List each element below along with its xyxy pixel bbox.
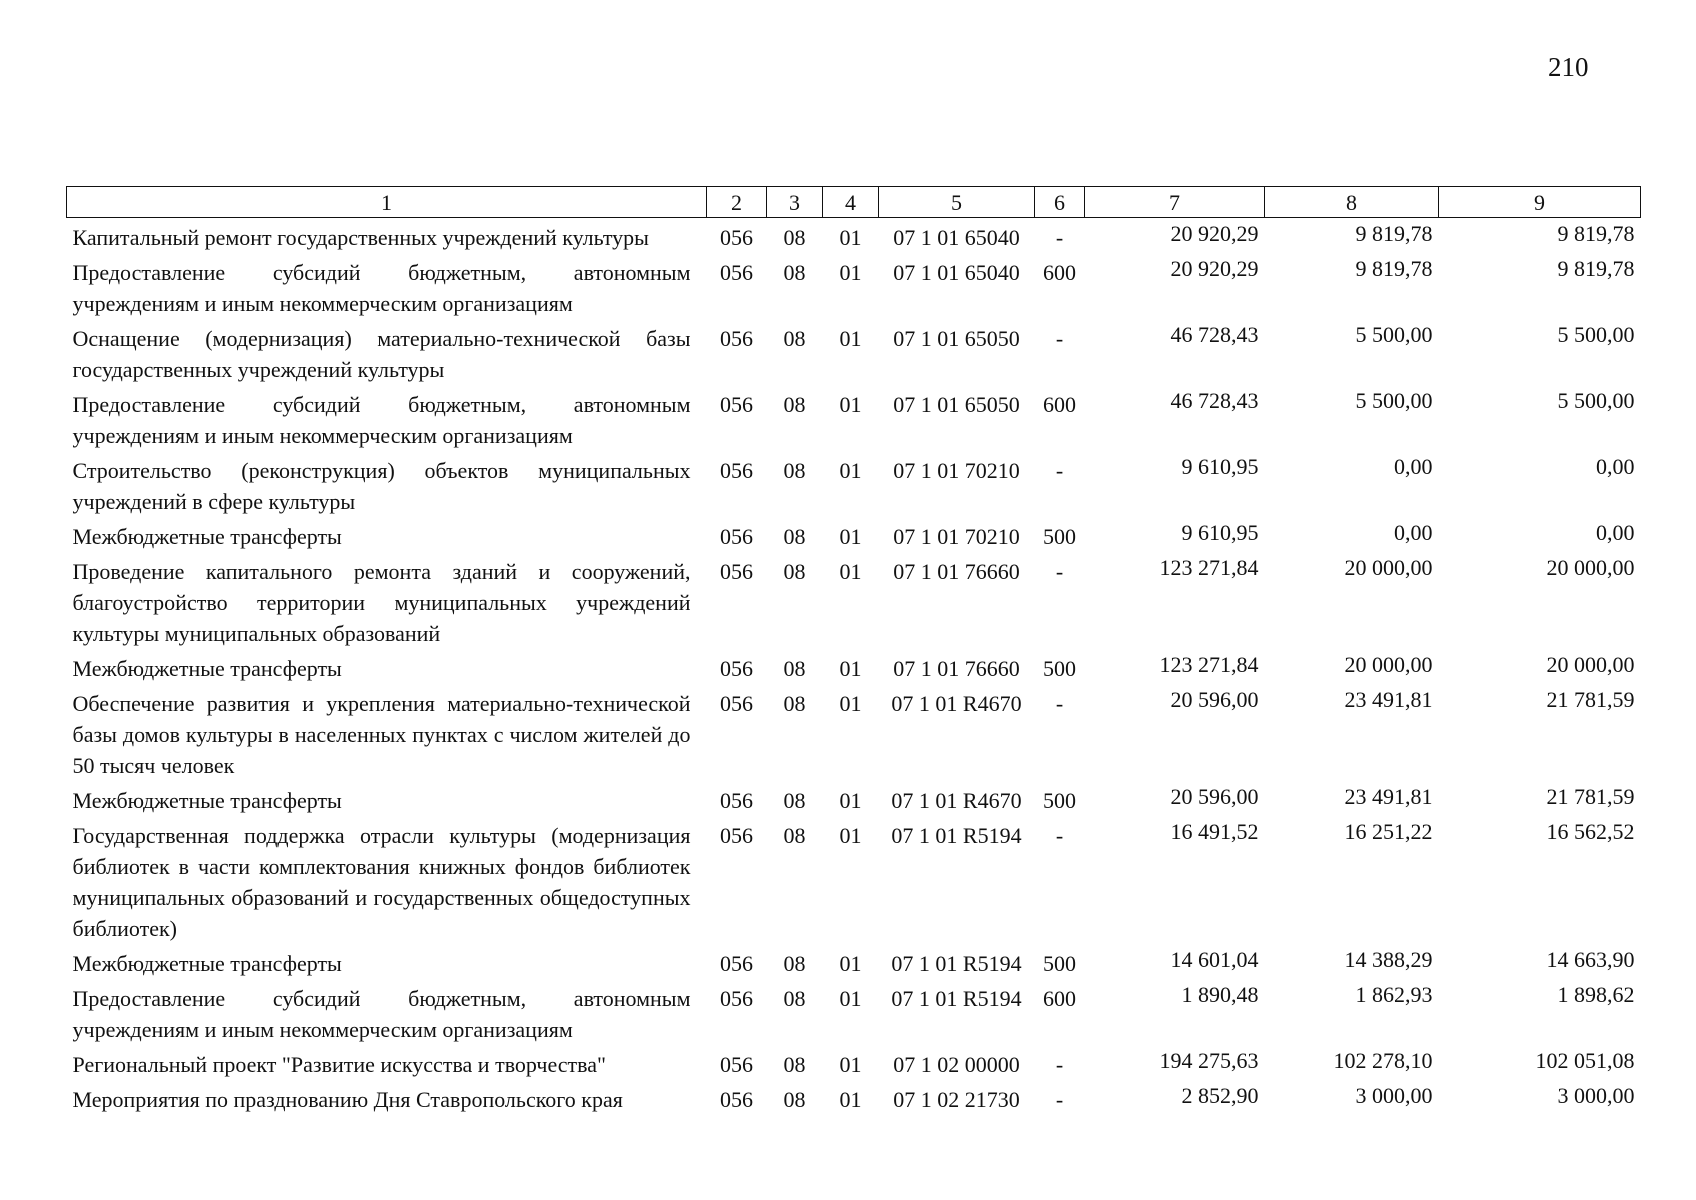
col-header-5: 5 <box>879 187 1035 218</box>
row-amount-9: 21 781,59 <box>1546 687 1635 712</box>
row-amount-8: 0,00 <box>1394 454 1433 479</box>
row-amount-7: 46 728,43 <box>1170 388 1259 413</box>
row-subsection-code: 01 <box>839 691 862 716</box>
row-section-code: 08 <box>783 524 806 549</box>
row-amount-7: 194 275,63 <box>1159 1048 1259 1073</box>
row-amount-8: 3 000,00 <box>1355 1083 1433 1108</box>
row-target-code: 07 1 01 R5194 <box>891 823 1022 848</box>
col-header-2: 2 <box>707 187 767 218</box>
row-subsection-code: 01 <box>839 1052 862 1077</box>
row-amount-7: 9 610,95 <box>1181 454 1259 479</box>
row-amount-9: 9 819,78 <box>1557 256 1635 281</box>
row-section-code: 08 <box>783 788 806 813</box>
row-amount-9: 102 051,08 <box>1535 1048 1635 1073</box>
col-header-1: 1 <box>67 187 707 218</box>
row-section-code: 08 <box>783 1052 806 1077</box>
row-section-code: 08 <box>783 392 806 417</box>
row-amount-8: 14 388,29 <box>1344 947 1433 972</box>
row-amount-8: 23 491,81 <box>1344 687 1433 712</box>
row-expense-type: 500 <box>1043 656 1076 681</box>
table-row <box>67 1080 1641 1115</box>
row-amount-8: 20 000,00 <box>1344 652 1433 677</box>
row-name: Межбюджетные трансферты <box>72 788 342 813</box>
row-amount-9: 5 500,00 <box>1557 322 1635 347</box>
row-expense-type: - <box>1055 691 1064 716</box>
row-amount-8: 20 000,00 <box>1344 555 1433 580</box>
row-amount-8: 102 278,10 <box>1333 1048 1433 1073</box>
row-name: Предоставление субсидий бюджетным, автономным учреждениям и иным некоммерческим организациям <box>72 260 691 316</box>
table-row <box>67 385 1641 451</box>
row-target-code: 07 1 01 R5194 <box>891 951 1022 976</box>
row-expense-type: 600 <box>1043 260 1076 285</box>
row-section-code: 08 <box>783 225 806 250</box>
row-amount-7: 16 491,52 <box>1170 819 1259 844</box>
row-ministry-code: 056 <box>720 951 753 976</box>
row-name: Проведение капитального ремонта зданий и сооружений, благоустройство территории муниципальных учреждений культуры муниципальных образований <box>72 559 691 646</box>
row-name: Межбюджетные трансферты <box>72 524 342 549</box>
table-row <box>67 451 1641 517</box>
row-name: Строительство (реконструкция) объектов муниципальных учреждений в сфере культуры <box>72 458 691 514</box>
row-expense-type: 600 <box>1043 392 1076 417</box>
header-row <box>67 187 1641 218</box>
row-name: Капитальный ремонт государственных учреждений культуры <box>72 225 649 250</box>
col-header-3: 3 <box>767 187 823 218</box>
row-target-code: 07 1 01 70210 <box>893 524 1020 549</box>
page-number: 210 <box>1548 52 1589 82</box>
row-ministry-code: 056 <box>720 691 753 716</box>
row-name: Предоставление субсидий бюджетным, автономным учреждениям и иным некоммерческим организациям <box>72 392 691 448</box>
table-row <box>67 1045 1641 1080</box>
row-section-code: 08 <box>783 823 806 848</box>
row-expense-type: 500 <box>1043 788 1076 813</box>
row-subsection-code: 01 <box>839 656 862 681</box>
row-subsection-code: 01 <box>839 559 862 584</box>
row-amount-7: 9 610,95 <box>1181 520 1259 545</box>
row-section-code: 08 <box>783 951 806 976</box>
budget-table <box>66 186 1641 1115</box>
row-expense-type: 500 <box>1043 951 1076 976</box>
row-subsection-code: 01 <box>839 823 862 848</box>
table-row <box>67 253 1641 319</box>
row-amount-7: 14 601,04 <box>1170 947 1259 972</box>
row-target-code: 07 1 01 R5194 <box>891 986 1022 1011</box>
row-section-code: 08 <box>783 986 806 1011</box>
row-section-code: 08 <box>783 458 806 483</box>
row-amount-7: 1 890,48 <box>1181 982 1259 1007</box>
row-ministry-code: 056 <box>720 326 753 351</box>
row-amount-9: 1 898,62 <box>1557 982 1635 1007</box>
row-name: Обеспечение развития и укрепления материально-технической базы домов культуры в населенных пунктах с числом жителей до 50 тысяч человек <box>72 691 691 778</box>
row-target-code: 07 1 01 76660 <box>893 656 1020 681</box>
row-expense-type: - <box>1055 326 1064 351</box>
row-section-code: 08 <box>783 656 806 681</box>
row-amount-9: 16 562,52 <box>1546 819 1635 844</box>
row-amount-8: 9 819,78 <box>1355 256 1433 281</box>
row-amount-8: 5 500,00 <box>1355 322 1433 347</box>
row-subsection-code: 01 <box>839 260 862 285</box>
row-expense-type: - <box>1055 823 1064 848</box>
row-section-code: 08 <box>783 260 806 285</box>
row-target-code: 07 1 02 00000 <box>893 1052 1020 1077</box>
row-target-code: 07 1 01 R4670 <box>891 788 1022 813</box>
row-expense-type: - <box>1055 458 1064 483</box>
row-name: Межбюджетные трансферты <box>72 951 342 976</box>
row-name: Предоставление субсидий бюджетным, автономным учреждениям и иным некоммерческим организациям <box>72 986 691 1042</box>
row-name: Государственная поддержка отрасли культуры (модернизация библиотек в части комплектования книжных фондов библиотек муниципальных образований и государственных общедоступных библиотек) <box>72 823 691 941</box>
row-subsection-code: 01 <box>839 392 862 417</box>
row-target-code: 07 1 02 21730 <box>893 1087 1020 1112</box>
row-ministry-code: 056 <box>720 1052 753 1077</box>
row-subsection-code: 01 <box>839 524 862 549</box>
col-header-7: 7 <box>1085 187 1265 218</box>
row-amount-8: 9 819,78 <box>1355 221 1433 246</box>
row-ministry-code: 056 <box>720 225 753 250</box>
row-subsection-code: 01 <box>839 951 862 976</box>
row-amount-7: 123 271,84 <box>1159 555 1259 580</box>
row-expense-type: 600 <box>1043 986 1076 1011</box>
table-row <box>67 649 1641 684</box>
col-header-8: 8 <box>1265 187 1439 218</box>
table-body <box>67 218 1641 1116</box>
row-expense-type: - <box>1055 1052 1064 1077</box>
col-header-4: 4 <box>823 187 879 218</box>
row-expense-type: - <box>1055 225 1064 250</box>
table-row <box>67 781 1641 816</box>
row-target-code: 07 1 01 70210 <box>893 458 1020 483</box>
row-target-code: 07 1 01 65050 <box>893 392 1020 417</box>
row-section-code: 08 <box>783 326 806 351</box>
row-ministry-code: 056 <box>720 260 753 285</box>
row-subsection-code: 01 <box>839 1087 862 1112</box>
row-target-code: 07 1 01 76660 <box>893 559 1020 584</box>
row-name: Оснащение (модернизация) материально-технической базы государственных учреждений культуры <box>72 326 691 382</box>
row-amount-9: 5 500,00 <box>1557 388 1635 413</box>
row-expense-type: 500 <box>1043 524 1076 549</box>
row-amount-9: 20 000,00 <box>1546 652 1635 677</box>
row-expense-type: - <box>1055 559 1064 584</box>
table-row <box>67 218 1641 254</box>
row-amount-9: 0,00 <box>1596 520 1635 545</box>
row-amount-9: 0,00 <box>1596 454 1635 479</box>
table-row <box>67 816 1641 944</box>
row-amount-8: 23 491,81 <box>1344 784 1433 809</box>
row-ministry-code: 056 <box>720 1087 753 1112</box>
row-ministry-code: 056 <box>720 823 753 848</box>
row-ministry-code: 056 <box>720 458 753 483</box>
row-ministry-code: 056 <box>720 788 753 813</box>
row-amount-9: 14 663,90 <box>1546 947 1635 972</box>
row-amount-9: 3 000,00 <box>1557 1083 1635 1108</box>
row-name: Мероприятия по празднованию Дня Ставропольского края <box>72 1087 623 1112</box>
row-amount-8: 0,00 <box>1394 520 1433 545</box>
row-amount-7: 20 920,29 <box>1170 256 1259 281</box>
row-subsection-code: 01 <box>839 225 862 250</box>
table-row <box>67 552 1641 649</box>
row-amount-8: 5 500,00 <box>1355 388 1433 413</box>
row-ministry-code: 056 <box>720 986 753 1011</box>
row-amount-7: 2 852,90 <box>1181 1083 1259 1108</box>
row-amount-8: 16 251,22 <box>1344 819 1433 844</box>
row-amount-9: 9 819,78 <box>1557 221 1635 246</box>
row-ministry-code: 056 <box>720 559 753 584</box>
row-ministry-code: 056 <box>720 392 753 417</box>
row-section-code: 08 <box>783 559 806 584</box>
col-header-9: 9 <box>1439 187 1641 218</box>
row-subsection-code: 01 <box>839 788 862 813</box>
row-ministry-code: 056 <box>720 656 753 681</box>
table-row <box>67 517 1641 552</box>
table-row <box>67 979 1641 1045</box>
row-target-code: 07 1 01 65040 <box>893 225 1020 250</box>
row-expense-type: - <box>1055 1087 1064 1112</box>
table-row <box>67 684 1641 781</box>
table-row <box>67 319 1641 385</box>
col-header-6: 6 <box>1035 187 1085 218</box>
row-amount-7: 46 728,43 <box>1170 322 1259 347</box>
row-amount-8: 1 862,93 <box>1355 982 1433 1007</box>
row-target-code: 07 1 01 R4670 <box>891 691 1022 716</box>
row-amount-7: 123 271,84 <box>1159 652 1259 677</box>
row-section-code: 08 <box>783 1087 806 1112</box>
row-target-code: 07 1 01 65050 <box>893 326 1020 351</box>
row-section-code: 08 <box>783 691 806 716</box>
row-amount-7: 20 920,29 <box>1170 221 1259 246</box>
table-row <box>67 944 1641 979</box>
row-amount-9: 21 781,59 <box>1546 784 1635 809</box>
row-target-code: 07 1 01 65040 <box>893 260 1020 285</box>
row-subsection-code: 01 <box>839 986 862 1011</box>
row-subsection-code: 01 <box>839 458 862 483</box>
row-subsection-code: 01 <box>839 326 862 351</box>
row-amount-9: 20 000,00 <box>1546 555 1635 580</box>
row-amount-7: 20 596,00 <box>1170 687 1259 712</box>
row-ministry-code: 056 <box>720 524 753 549</box>
row-amount-7: 20 596,00 <box>1170 784 1259 809</box>
row-name: Межбюджетные трансферты <box>72 656 342 681</box>
row-name: Региональный проект "Развитие искусства и творчества" <box>72 1052 606 1077</box>
